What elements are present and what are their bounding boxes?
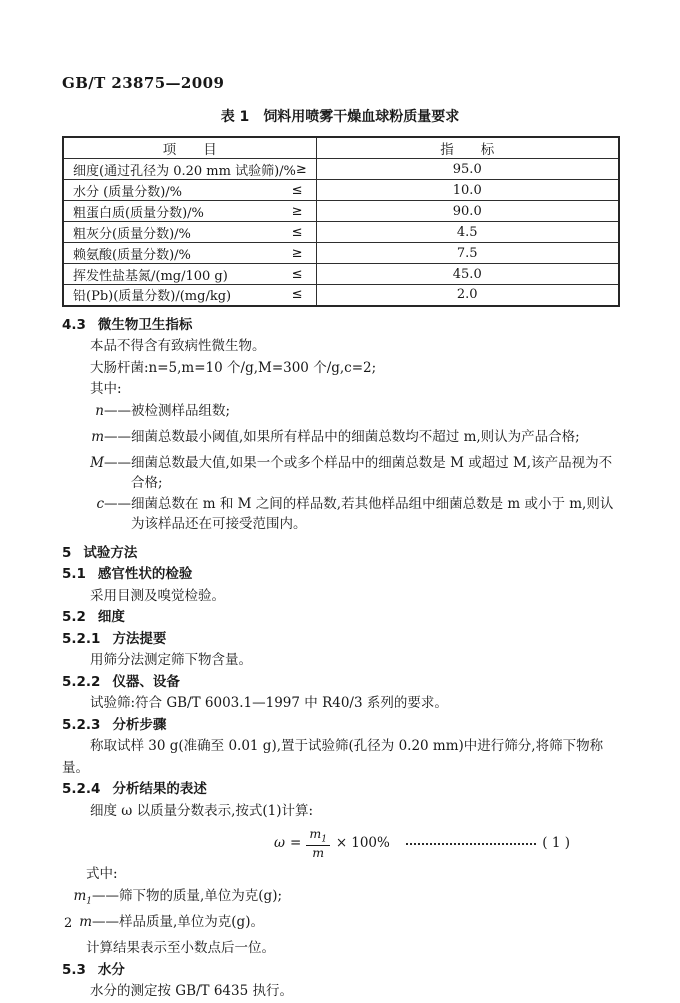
row-value: 10.0 <box>316 180 619 201</box>
section-title: 仪器、设备 <box>112 673 180 690</box>
definition-variable: m <box>79 914 92 931</box>
definition-text: 筛下物的质量,单位为克(g); <box>119 887 283 904</box>
section-number: 5.2.1 <box>62 630 101 647</box>
section-number: 5.2.3 <box>62 716 101 733</box>
row-item: 铅(Pb)(质量分数)/(mg/kg) <box>73 289 232 305</box>
section-title: 分析结果的表述 <box>112 781 207 798</box>
formula-factor: 100% <box>351 835 390 852</box>
table-row <box>63 159 619 180</box>
table-row <box>63 285 619 306</box>
section-number: 5.2 <box>62 609 86 626</box>
paragraph: 细度 ω 以质量分数表示,按式(1)计算: <box>90 802 314 819</box>
definition-variable: $m_1$ <box>73 887 92 907</box>
row-item: 粗灰分(质量分数)/% <box>73 226 191 242</box>
section-number: 5 <box>62 544 72 561</box>
standard-code: GB/T 23875—2009 <box>62 74 225 92</box>
section-5-2-1-heading <box>62 629 618 651</box>
section-title: 水分 <box>97 961 125 978</box>
definition-dash: —— <box>104 402 131 419</box>
paragraph: 用筛分法测定筛下物含量。 <box>90 652 252 669</box>
paragraph: 采用目测及嗅觉检验。 <box>90 587 225 604</box>
row-item: 挥发性盐基氮/(mg/100 g) <box>73 268 228 284</box>
table-caption <box>62 108 618 126</box>
definition-text: 被检测样品组数; <box>131 402 231 419</box>
section-title: 细度 <box>97 609 125 626</box>
paragraph: 水分的测定按 GB/T 6435 执行。 <box>90 983 293 1000</box>
page-content <box>62 74 618 1003</box>
formula-times: × <box>335 835 348 852</box>
row-value: 45.0 <box>316 264 619 285</box>
section-number: 5.2.4 <box>62 781 101 798</box>
formula-denominator: m <box>312 844 325 860</box>
table-row <box>63 201 619 222</box>
definition-item <box>62 453 618 494</box>
formula-equals: = <box>290 835 302 852</box>
paragraph: 其中: <box>90 381 122 397</box>
relation-symbol: ≤ <box>291 182 303 198</box>
section-5-3-heading <box>62 960 618 982</box>
section-number: 4.3 <box>62 316 86 333</box>
relation-symbol: ≤ <box>291 224 303 240</box>
section-number: 5.2.2 <box>62 673 101 690</box>
definition-dash: —— <box>92 914 119 931</box>
definition-item <box>62 427 618 453</box>
section-title: 试验方法 <box>83 544 138 561</box>
definition-dash: —— <box>92 887 119 904</box>
section-title: 微生物卫生指标 <box>97 316 193 333</box>
section-5-1-heading <box>62 564 618 586</box>
paragraph: 称取试样 30 g(准确至 0.01 g),置于试验筛(孔径为 0.20 mm)中进行筛分,将筛下物称量。 <box>62 738 604 776</box>
paragraph: 式中: <box>86 866 118 883</box>
section-title: 分析步骤 <box>112 716 167 733</box>
table-row <box>63 243 619 264</box>
formula-lhs: ω <box>274 835 286 852</box>
definition-variable: m <box>91 428 104 445</box>
section-5-2-4-heading <box>62 779 618 801</box>
section-5-2-3-heading <box>62 715 618 737</box>
definition-variable: n <box>95 402 104 419</box>
quality-requirements-table <box>62 136 620 307</box>
section-5-2-heading <box>62 607 618 629</box>
column-header-index: 指 标 <box>316 137 619 159</box>
definition-item <box>62 886 618 912</box>
relation-symbol: ≤ <box>291 266 303 282</box>
section-title: 感官性状的检验 <box>97 566 193 583</box>
table-row <box>63 180 619 201</box>
row-value: 95.0 <box>316 159 619 180</box>
relation-symbol: ≥ <box>291 245 303 261</box>
section-5-heading <box>62 543 618 565</box>
row-item: 水分 (质量分数)/% <box>73 184 183 200</box>
paragraph: 本品不得含有致病性微生物。 <box>90 338 266 354</box>
definition-variable: M <box>90 454 104 471</box>
definition-text: 样品质量,单位为克(g)。 <box>119 914 264 931</box>
definition-text: 细菌总数最大值,如果一个或多个样品中的细菌总数是 M 或超过 M,该产品视为不合格; <box>131 454 613 492</box>
definition-dash: —— <box>104 454 131 471</box>
section-title: 方法提要 <box>112 630 167 647</box>
equation-1 <box>62 822 618 864</box>
definition-dash: —— <box>104 428 131 445</box>
definition-dash: —— <box>104 495 131 512</box>
row-value: 7.5 <box>316 243 619 264</box>
section-number: 5.3 <box>62 961 86 978</box>
row-item: 细度(通过孔径为 0.20 mm 试验筛)/% <box>73 163 296 179</box>
section-number: 5.1 <box>62 566 86 583</box>
relation-symbol: ≥ <box>291 203 303 219</box>
formula-numerator: $m_1$ <box>306 827 330 846</box>
table-row <box>63 264 619 285</box>
table-row <box>63 222 619 243</box>
relation-symbol: ≥ <box>295 161 307 177</box>
definition-item <box>62 494 618 535</box>
section-4-3-heading <box>62 315 618 337</box>
relation-symbol: ≤ <box>291 287 303 303</box>
definition-text: 细菌总数在 m 和 M 之间的样品数,若其他样品组中细菌总数是 m 或小于 m,则认为该样品还在可接受范围内。 <box>131 495 614 533</box>
definition-item <box>62 401 618 427</box>
definition-text: 细菌总数最小阈值,如果所有样品中的细菌总数均不超过 m,则认为产品合格; <box>131 428 580 445</box>
row-item: 粗蛋白质(质量分数)/% <box>73 205 204 221</box>
column-header-item: 项 目 <box>63 137 316 159</box>
formula-fraction <box>306 827 330 860</box>
dotted-leader <box>406 843 536 845</box>
row-value: 2.0 <box>316 285 619 306</box>
page-number: 2 <box>64 916 73 931</box>
row-value: 90.0 <box>316 201 619 222</box>
row-value: 4.5 <box>316 222 619 243</box>
definition-item <box>62 912 618 938</box>
section-5-2-2-heading <box>62 672 618 694</box>
equation-number: ( 1 ) <box>542 835 570 852</box>
paragraph: 大肠杆菌:n=5,m=10 个/g,M=300 个/g,c=2; <box>90 359 377 376</box>
row-item: 赖氨酸(质量分数)/% <box>73 247 191 263</box>
table-label: 表 1 <box>220 109 250 125</box>
table-caption-text: 饲料用喷雾干燥血球粉质量要求 <box>263 109 460 125</box>
table-header-row <box>63 137 619 159</box>
paragraph: 试验筛:符合 GB/T 6003.1—1997 中 R40/3 系列的要求。 <box>90 695 448 712</box>
paragraph: 计算结果表示至小数点后一位。 <box>86 940 275 957</box>
definition-variable: c <box>96 495 104 512</box>
